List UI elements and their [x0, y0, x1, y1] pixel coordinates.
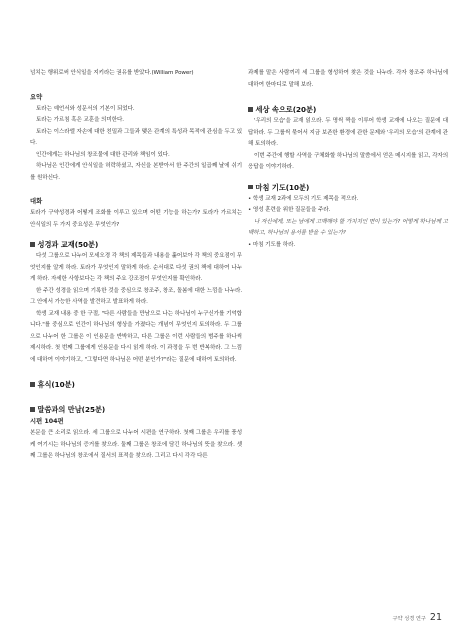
- close-item: • 마침 기도를 하라.: [248, 241, 296, 248]
- close-item: • 학생 교재 2과에 모두의 기도 제목을 적으라.: [248, 195, 359, 202]
- square-bullet-icon: [248, 185, 253, 190]
- bible-section-heading: [30, 238, 242, 251]
- page-number: 21: [429, 612, 442, 623]
- continued-paragraph: 과제를 맡은 사람끼리 세 그룹을 형성하여 찾은 것을 나누라. 각자 창조주 하나님에 대하여 한마디로 말해 보라.: [248, 70, 448, 88]
- summary-line: 하나님은 인간에게 안식일을 허락하셨고, 자신을 본받아서 한 주간의 일곱째 날에 쉬기를 원하신다.: [30, 163, 242, 181]
- summary-label: 요약: [30, 93, 43, 101]
- meet-paragraph: 본문을 큰 소리로 읽으라. 세 그룹으로 나누어 시편을 연구하라. 첫째 그룹은 우리를 풍성케 여기시는 하나님의 증거를 찾으라. 둘째 그룹은 창조에 담긴 하나님의 뜻을 찾으라. 셋째 그룹은 하나님의 창조에서 질서의 표적을 찾으라. 그리고 다시 각각 다른: [30, 430, 242, 459]
- close-question: 나 자신에게, 또는 남에게 고백해야 할 가치치인 면이 있는가? 어떻게 하나님께 고백하고, 하나님의 용서를 받을 수 있는가?: [248, 218, 448, 236]
- section-title: 성경과 교재(50분): [37, 240, 99, 249]
- close-item: • 영성 훈련을 위한 질문들을 주라.: [248, 207, 331, 213]
- summary-line: 토라는 예언서와 성문서의 기본이 되었다.: [36, 105, 135, 112]
- bible-paragraph: 학생 교재 내용 중 한 구절, "다른 사람들을 만남으로 나는 하나님이 누구신가를 기억합니다."를 중심으로 인간이 하나님의 형상을 가졌다는 개념이 무엇인지 토의하라. 두 그룹으로 나누어 한 그룹은 이 인용문을 반박하고, 다른 그룹은 이런 사람들의 범주를 하나씩 제시하라. 첫 번째 그룹에게 인용문을 다시 읽게 하라. 이 과정을 두 번 반복하라. 그 느낌에 대하여 이야기하고, "그렇다면 하나님은 어떤 분인가?"라는 질문에 대하여 토의하라.: [30, 310, 242, 363]
- section-title: 말씀과의 만남(25분): [37, 405, 106, 414]
- world-section-heading: [248, 103, 448, 116]
- page-footer: [393, 612, 442, 623]
- footer-text: 구약 성경 연구: [392, 616, 426, 622]
- world-paragraph: 이번 주간에 행할 사역을 구체화할 하나님의 말씀에서 얻은 메시지를 읽고, 각자의 응답을 이야기하라.: [248, 152, 448, 170]
- left-column: [30, 68, 242, 463]
- square-bullet-icon: [30, 242, 35, 247]
- section-title: 휴식(10분): [37, 380, 75, 389]
- right-column: [248, 68, 448, 251]
- summary-line: 토라는 가르침 혹은 교훈을 의미한다.: [36, 117, 124, 123]
- dialogue-paragraph: 토라가 구약성경과 어떻게 조화를 이루고 있으며 어떤 기능을 하는가? 토라가 가르치는 안식일의 두 가지 중요성은 무엇인가?: [30, 210, 242, 228]
- section-title: 마침 기도(10분): [255, 182, 310, 192]
- rest-section-heading: [30, 378, 242, 391]
- square-bullet-icon: [30, 382, 35, 387]
- meet-section-heading: [30, 403, 242, 416]
- close-section-heading: [248, 181, 448, 194]
- close-item-text: 마침 기도를 하라.: [252, 241, 296, 248]
- dialogue-label: 대화: [30, 198, 43, 205]
- square-bullet-icon: [248, 107, 253, 112]
- close-item-text: 학생 교재 2과에 모두의 기도 제목을 적으라.: [252, 195, 359, 202]
- bible-paragraph: 한 주간 성경을 읽으며 기록한 것을 중심으로 창조주, 창조, 돌봄에 대한 느낌을 나누라. 그 안에서 가능한 사역을 발견하고 발표하게 하라.: [30, 287, 242, 305]
- world-paragraph: '우리의 모습'을 교재 읽으라. 두 명씩 짝을 이루어 학생 교재에 나오는 질문에 대답하라. 두 그룹씩 묶어서 지금 보존한 환경에 관한 문제와 '우리의 모습'의 관계에 관해 토의하라.: [248, 118, 448, 147]
- section-title: 세상 속으로(20분): [255, 105, 317, 114]
- intro-paragraph: 넘치는 행위로써 안식일을 지키라는 권유를 받았다.(William Power): [30, 70, 194, 76]
- square-bullet-icon: [30, 407, 35, 412]
- summary-line: 인간에게는 하나님의 창조물에 대한 관리와 책임이 있다.: [36, 151, 170, 158]
- summary-line: 토라는 이스라엘 자손에 대한 친밀과 그들과 맺은 관계의 특성과 목적에 관심을 두고 있다.: [30, 128, 242, 146]
- psalm-label: 시편 104편: [30, 418, 64, 425]
- close-item-text: 영성 훈련을 위한 질문들을 주라.: [252, 207, 331, 213]
- bible-paragraph: 다섯 그룹으로 나누어 모세오경 각 책의 제목들과 내용을 훑어보아 각 책의 중요점이 무엇인지를 알게 하라. 토라가 무엇인지 말하게 하라. 순서대로 다섯 권의 책에 대하여 나누게 하라. 자세한 사항보다는 각 책의 주요 강조점이 무엇인지를 확인하라.: [30, 253, 242, 282]
